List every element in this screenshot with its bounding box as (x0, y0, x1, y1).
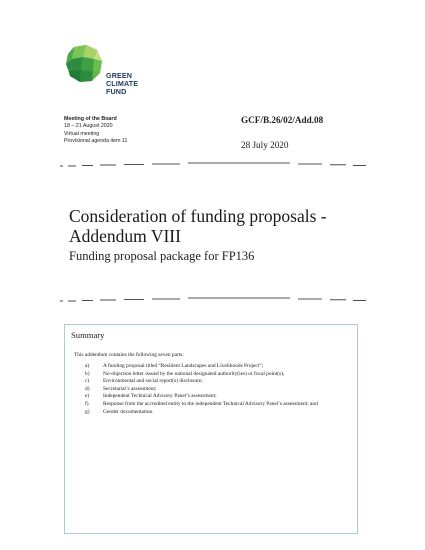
document-number: GCF/B.26/02/Add.08 (241, 115, 324, 125)
summary-box (64, 324, 358, 534)
list-item-label: f) (85, 400, 89, 407)
list-item-text: No-objection letter issued by the national designated authority(ies) or focal point(s); (103, 370, 285, 377)
list-item-text: Environmental and social report(s) disclosure; (103, 378, 203, 385)
logo-text-line: CLIMATE (106, 79, 139, 88)
list-item-label: e) (85, 393, 90, 400)
title-divider (60, 296, 366, 302)
list-item (74, 363, 344, 371)
title-line: Addendum VIII (69, 226, 181, 246)
list-item-text: Secretariat’s assessment; (103, 385, 157, 392)
list-item-text: Independent Technical Advisory Panel’s assessment; (103, 393, 217, 400)
document-title (69, 206, 369, 246)
title-line: Consideration of funding proposals - (69, 206, 327, 226)
logo-text-line: FUND (106, 87, 127, 96)
list-item-label: d) (85, 385, 90, 392)
list-item (74, 393, 344, 401)
list-item-text: Response from the accredited entity to the independent Technical Advisory Panel’s assessment; and (103, 400, 318, 407)
summary-heading: Summary (71, 330, 105, 340)
summary-list (74, 363, 344, 416)
list-item-text: Gender documentation. (103, 408, 154, 415)
meeting-info (64, 116, 214, 146)
list-item-label: a) (85, 363, 90, 369)
meeting-mode: Virtual meeting (64, 130, 100, 137)
list-item (74, 409, 344, 417)
meeting-dates: 18 – 21 August 2020 (64, 123, 113, 130)
green-climate-fund-logo (64, 44, 174, 104)
list-item-label: c) (85, 378, 90, 385)
list-item-text: A funding proposal titled “Resilient Landscapes and Livelihoods Project”; (103, 363, 264, 369)
logo-text-line: GREEN (106, 71, 133, 80)
list-item-label: b) (85, 370, 90, 377)
summary-intro: This addendum contains the following seven parts: (74, 352, 184, 358)
document-subtitle: Funding proposal package for FP136 (69, 249, 255, 263)
meeting-title: Meeting of the Board (64, 116, 117, 122)
header-divider (60, 161, 366, 167)
list-item (74, 401, 344, 409)
logo-mark-icon (64, 44, 104, 84)
agenda-item: Provisional agenda item 11 (64, 138, 128, 145)
logo-wordmark (106, 72, 138, 96)
list-item (74, 386, 344, 394)
list-item (74, 378, 344, 386)
document-date: 28 July 2020 (241, 140, 289, 150)
list-item-label: g) (85, 408, 90, 415)
